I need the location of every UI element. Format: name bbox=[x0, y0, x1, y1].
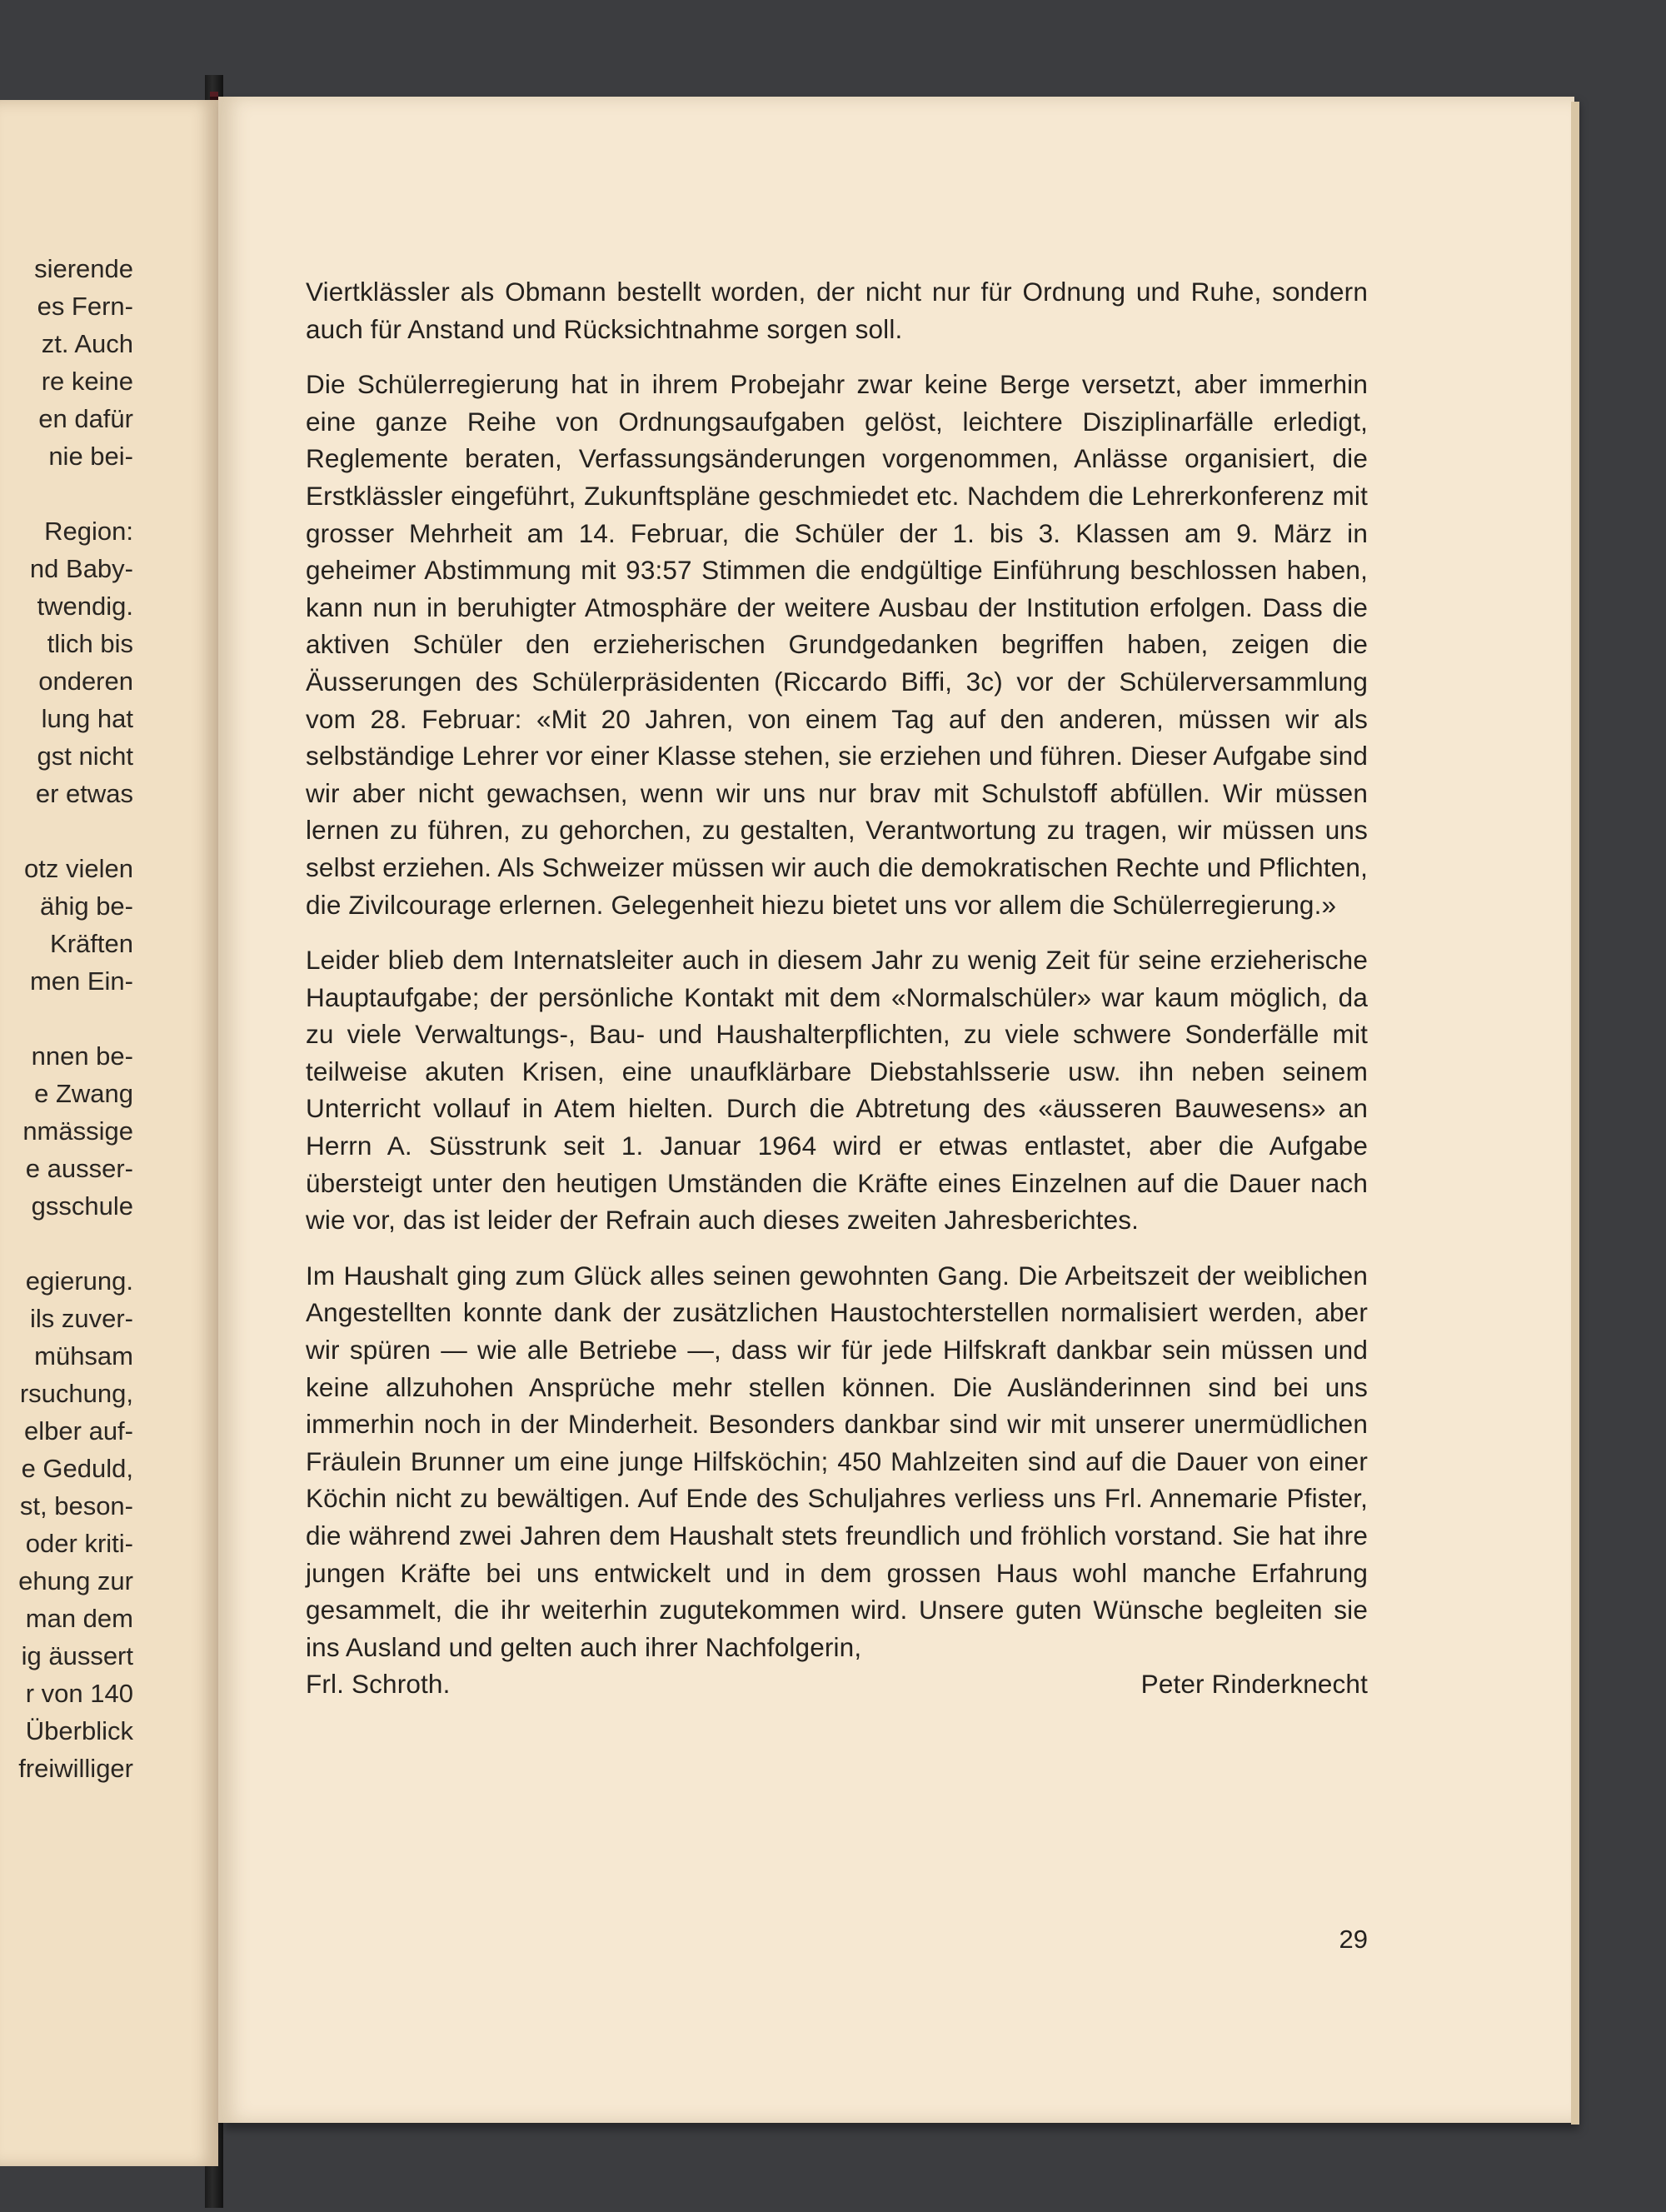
left-text-line: st, beson- bbox=[19, 1491, 133, 1520]
left-text-line: freiwilliger bbox=[18, 1754, 133, 1783]
page-edge bbox=[1571, 102, 1579, 2125]
left-text-line: es Fern- bbox=[37, 292, 133, 321]
body-text bbox=[306, 273, 1368, 1703]
left-text-line: mühsam bbox=[34, 1341, 133, 1371]
left-text-line: ähig be- bbox=[39, 891, 133, 921]
left-text-line: nmässige bbox=[22, 1116, 133, 1146]
left-text-line: r von 140 bbox=[25, 1679, 133, 1708]
left-text-line: nie bei- bbox=[48, 442, 133, 471]
left-text-line: sierende bbox=[34, 254, 133, 283]
left-text-line: man dem bbox=[25, 1604, 133, 1633]
left-page-text bbox=[0, 250, 133, 1787]
left-text-line: elber auf- bbox=[24, 1416, 133, 1446]
left-text-line: tlich bis bbox=[47, 629, 133, 658]
paragraph: Viertklässler als Obmann bestellt worden, der nicht nur für Ordnung und Ruhe, sondern auch für Anstand und Rücksichtnahme sorgen soll. bbox=[306, 277, 1368, 344]
paragraph: Die Schülerregierung hat in ihrem Probejahr zwar keine Berge versetzt, aber immerhin eine ganze Reihe von Ordnungsaufgaben gelöst, leichtere Disziplinarfälle erledigt, Reglemente beraten, Verfassungsänderungen vorgenommen, Anlässe organisiert, die Erstklässler eingeführt, Zukunftspläne geschmiedet etc. Nachdem die Lehrerkonferenz mit grosser Mehrheit am 14. Februar, die Schüler der 1. bis 3. Klassen am 9. März in geheimer Abstimmung mit 93:57 Stimmen die endgültige Einführung beschlossen haben, kann nun in beruhigter Atmosphäre der weitere Ausbau der Institution erfolgen. Dass die aktiven Schüler den erzieherischen Grundgedanken begriffen haben, zeigen die Äusserungen des Schülerpräsidenten (Riccardo Biffi, 3c) vor der Schülerversammlung vom 28. Februar: «Mit 20 Jahren, von einem Tag auf den anderen, müssen wir als selbständige Lehrer vor einer Klasse stehen, sie erziehen und führen. Dieser Aufgabe sind wir aber nicht gewachsen, wenn wir uns nur brav mit Schulstoff abfüllen. Wir müssen lernen zu führen, zu gehorchen, zu gestalten, Verantwortung zu tragen, wir müssen uns selbst erziehen. Als Schweizer müssen wir auch die demokratischen Rechte und Pflichten, die Zivilcourage erlernen. Gelegenheit hiezu bietet uns vor allem die Schülerregierung.» bbox=[306, 369, 1368, 920]
left-text-line: ehung zur bbox=[18, 1566, 133, 1595]
left-text-line: e ausser- bbox=[25, 1154, 133, 1183]
left-text-line: ig äussert bbox=[21, 1641, 133, 1670]
page-number: 29 bbox=[1339, 1925, 1368, 1954]
left-text-line: nnen be- bbox=[31, 1041, 133, 1071]
left-text-line: Kräften bbox=[50, 929, 133, 958]
left-text-line: e Zwang bbox=[34, 1079, 133, 1108]
left-text-line: otz vielen bbox=[24, 854, 133, 883]
left-text-line: men Ein- bbox=[29, 966, 133, 996]
left-text-line: er etwas bbox=[35, 779, 133, 808]
line-gap bbox=[0, 1225, 133, 1262]
line-gap bbox=[0, 1000, 133, 1037]
left-text-line: gst nicht bbox=[37, 741, 133, 771]
left-text-line: oder kriti- bbox=[25, 1529, 133, 1558]
left-text-line: onderen bbox=[38, 667, 133, 696]
left-text-line: nd Baby- bbox=[29, 554, 133, 583]
line-gap bbox=[0, 812, 133, 850]
left-text-line: twendig. bbox=[37, 592, 133, 621]
left-text-line: lung hat bbox=[41, 704, 133, 733]
left-text-line: e Geduld, bbox=[21, 1454, 133, 1483]
author-signature: Peter Rinderknecht bbox=[1140, 1669, 1368, 1700]
left-text-line: egierung. bbox=[25, 1266, 133, 1296]
left-text-line: Überblick bbox=[25, 1716, 133, 1745]
paragraph: Im Haushalt ging zum Glück alles seinen gewohnten Gang. Die Arbeitszeit der weiblichen Angestellten konnte dank der zusätzlichen Haustochterstellen normalisiert werden, aber wir spüren — wie alle Betriebe —, dass wir für jede Hilfskraft dankbar sein müssen und keine allzuhohen Ansprüche mehr stellen können. Die Ausländerinnen sind bei uns immerhin noch in der Minderheit. Besonders dankbar sind wir mit unserer unermüdlichen Fräulein Brunner um eine junge Hilfsköchin; 450 Mahlzeiten sind auf die Dauer von einer Köchin nicht zu bewältigen. Auf Ende des Schuljahres verliess uns Frl. Annemarie Pfister, die während zwei Jahren dem Haushalt stets freundlich und fröhlich vorstand. Sie hat ihre jungen Kräfte bei uns entwickelt und in dem grossen Haus wohl manche Erfahrung gesammelt, die ihr weiterhin zugutekommen wird. Unsere guten Wünsche begleiten sie ins Ausland und gelten auch ihrer Nachfolgerin, bbox=[306, 1260, 1368, 1662]
closing-text: Frl. Schroth. bbox=[306, 1669, 451, 1700]
paragraph: Leider blieb dem Internatsleiter auch in diesem Jahr zu wenig Zeit für seine erzieherische Hauptaufgabe; der persönliche Kontakt mit dem «Normalschüler» war kaum möglich, da zu viele Verwaltungs-, Bau- und Haushalterpflichten, zu viele schwere Sonderfälle mit teilweise akuten Krisen, eine unaufklärbare Diebstahlsserie usw. ihn neben seinem Unterricht vollauf in Atem hielten. Durch die Abtretung des «äusseren Bauwesens» an Herrn A. Süsstrunk seit 1. Januar 1964 wird er etwas entlastet, aber die Aufgabe übersteigt unter den heutigen Umständen die Kräfte eines Einzelnen auf die Dauer nach wie vor, das ist leider der Refrain auch dieses zweiten Jahresberichtes. bbox=[306, 945, 1368, 1236]
line-gap bbox=[0, 475, 133, 512]
left-text-line: Region: bbox=[44, 517, 133, 546]
left-text-line: rsuchung, bbox=[19, 1379, 133, 1408]
left-text-line: gsschule bbox=[31, 1191, 133, 1221]
left-text-line: ils zuver- bbox=[29, 1304, 133, 1333]
left-text-line: zt. Auch bbox=[41, 329, 133, 358]
closing-line bbox=[306, 1665, 1368, 1703]
left-text-line: en dafür bbox=[38, 404, 133, 433]
left-text-line: re keine bbox=[41, 367, 133, 396]
